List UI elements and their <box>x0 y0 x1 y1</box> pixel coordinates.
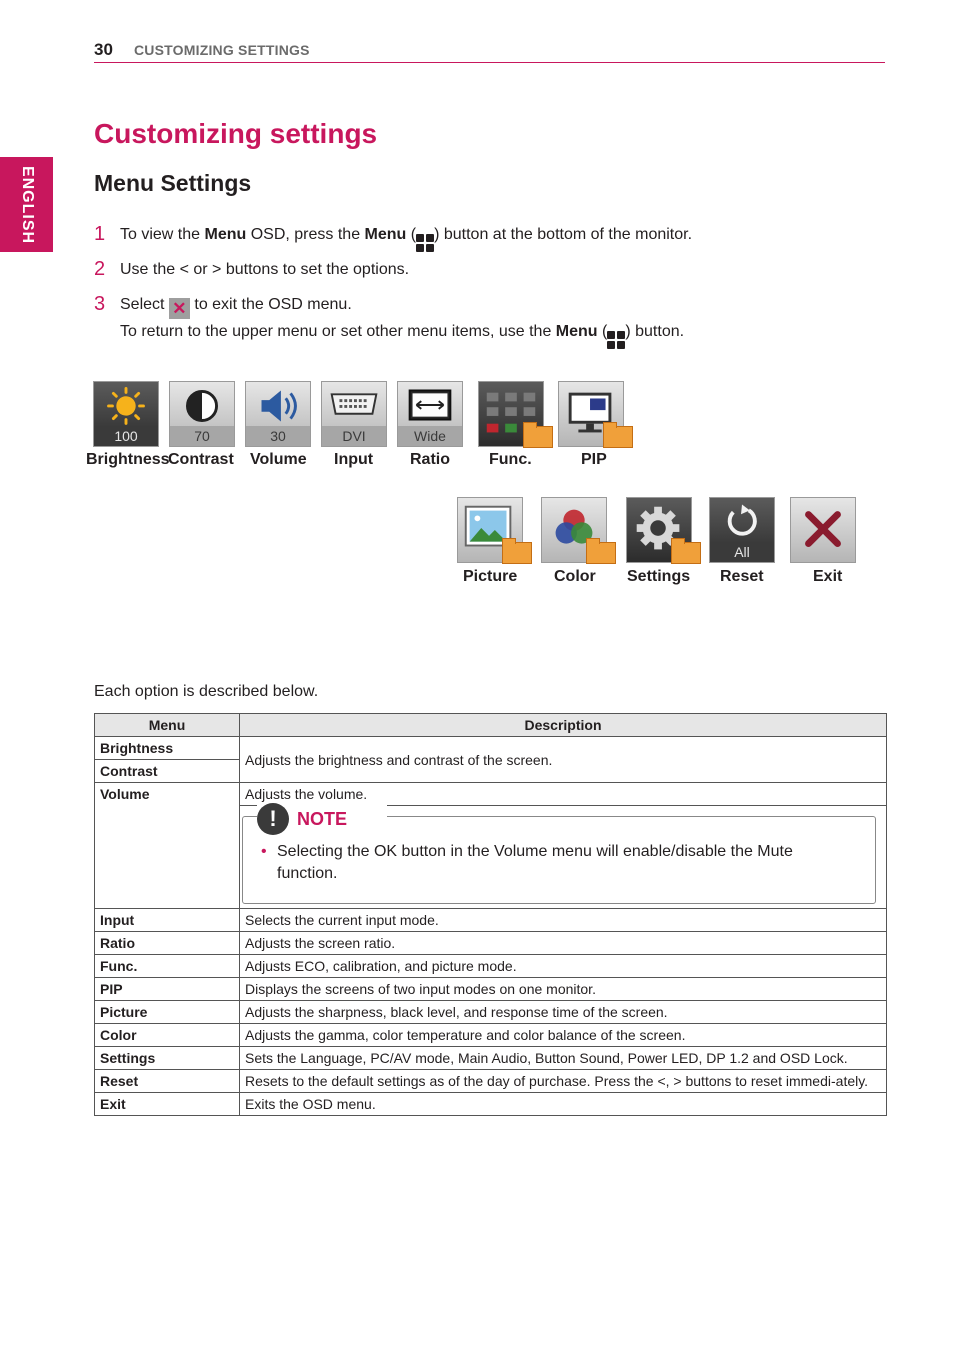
step-number: 3 <box>94 293 106 315</box>
description-cell: Displays the screens of two input modes on one monitor. <box>240 978 887 1001</box>
close-icon <box>791 498 855 562</box>
section-name: CUSTOMIZING SETTINGS <box>134 42 310 58</box>
table-row <box>95 737 887 760</box>
wide-ratio-icon <box>398 382 462 428</box>
contrast-icon <box>170 382 234 428</box>
step-text: To view the Menu OSD, press the Menu ( ) button at the bottom of the monitor. <box>120 226 692 252</box>
tile-value: 70 <box>170 426 234 446</box>
color-tile[interactable] <box>541 497 607 563</box>
tile-label-picture: Picture <box>463 568 518 585</box>
brightness-tile[interactable] <box>93 381 159 447</box>
step-number: 2 <box>94 258 106 280</box>
volume-tile[interactable] <box>245 381 311 447</box>
sun-icon <box>94 382 158 428</box>
menu-cell: Color <box>95 1024 240 1047</box>
page-title: Customizing settings <box>94 118 378 149</box>
menu-grid-icon <box>416 234 434 252</box>
reset-icon <box>710 498 774 544</box>
page-header <box>94 38 885 63</box>
input-tile[interactable] <box>321 381 387 447</box>
note-title: NOTE <box>297 809 348 829</box>
table-row <box>95 1070 887 1093</box>
folder-icon <box>586 542 616 564</box>
column-header-description: Description <box>240 714 887 737</box>
language-tab <box>0 157 53 252</box>
pip-tile[interactable] <box>558 381 624 447</box>
description-cell: Resets to the default settings as of the day of purchase. Press the <, > buttons to reset immedi-ately. <box>240 1070 887 1093</box>
menu-cell: Settings <box>95 1047 240 1070</box>
step-number: 1 <box>94 223 106 245</box>
menu-grid-icon <box>607 331 625 349</box>
menu-cell: Input <box>95 909 240 932</box>
ratio-tile[interactable] <box>397 381 463 447</box>
language-label: ENGLISH <box>18 165 36 244</box>
table-row <box>95 1093 887 1116</box>
tile-label-exit: Exit <box>813 568 843 585</box>
table-row <box>95 909 887 932</box>
contrast-tile[interactable] <box>169 381 235 447</box>
step-text: Select ✕ to exit the OSD menu. <box>120 296 352 318</box>
tile-label-reset: Reset <box>720 568 764 585</box>
menu-cell: Volume <box>95 783 240 909</box>
description-cell: Adjusts ECO, calibration, and picture mode. <box>240 955 887 978</box>
table-row <box>95 1047 887 1070</box>
column-header-menu: Menu <box>95 714 240 737</box>
tile-label-settings: Settings <box>627 568 691 585</box>
menu-cell: Brightness <box>95 737 240 760</box>
tile-label-color: Color <box>554 568 596 585</box>
step-text: Use the < or > buttons to set the options. <box>120 261 410 278</box>
description-cell: Adjusts the volume. <box>240 783 887 806</box>
folder-icon <box>603 426 633 448</box>
table-row <box>95 1001 887 1024</box>
options-table <box>94 713 887 1116</box>
tile-value: DVI <box>322 426 386 446</box>
tile-label-pip: PIP <box>581 451 607 468</box>
reset-tile[interactable] <box>709 497 775 563</box>
note-cell <box>240 806 887 909</box>
table-header-row <box>95 714 887 737</box>
description-intro: Each option is described below. <box>94 683 319 700</box>
tile-value: 100 <box>94 426 158 446</box>
tile-label-contrast: Contrast <box>168 451 234 468</box>
menu-cell: Ratio <box>95 932 240 955</box>
tile-label-ratio: Ratio <box>410 451 450 468</box>
menu-cell: Reset <box>95 1070 240 1093</box>
table-row <box>95 1024 887 1047</box>
description-cell: Exits the OSD menu. <box>240 1093 887 1116</box>
table-row <box>95 955 887 978</box>
description-cell: Adjusts the screen ratio. <box>240 932 887 955</box>
menu-cell: Exit <box>95 1093 240 1116</box>
tile-value: All <box>710 542 774 562</box>
menu-cell: Contrast <box>95 760 240 783</box>
func-tile[interactable] <box>478 381 544 447</box>
tile-value: 30 <box>246 426 310 446</box>
picture-tile[interactable] <box>457 497 523 563</box>
table-row <box>95 932 887 955</box>
tile-label-brightness: Brightness <box>86 451 170 468</box>
dvi-port-icon <box>322 382 386 428</box>
folder-icon <box>523 426 553 448</box>
menu-cell: Func. <box>95 955 240 978</box>
description-cell: Adjusts the sharpness, black level, and response time of the screen. <box>240 1001 887 1024</box>
step-text: To return to the upper menu or set other menu items, use the Menu ( ) button. <box>120 323 684 349</box>
tile-label-func: Func. <box>489 451 532 468</box>
folder-icon <box>502 542 532 564</box>
description-cell: Adjusts the brightness and contrast of the screen. <box>240 737 887 783</box>
tile-value: Wide <box>398 426 462 446</box>
speaker-icon <box>246 382 310 428</box>
table-row <box>95 978 887 1001</box>
exclamation-icon: ! <box>257 803 289 835</box>
note-box <box>242 806 876 904</box>
folder-icon <box>671 542 701 564</box>
tile-label-input: Input <box>334 451 374 468</box>
bullet-icon: • <box>261 843 267 860</box>
settings-tile[interactable] <box>626 497 692 563</box>
tile-label-volume: Volume <box>250 451 307 468</box>
menu-cell: Picture <box>95 1001 240 1024</box>
note-header <box>257 803 387 835</box>
exit-tile[interactable] <box>790 497 856 563</box>
description-cell: Adjusts the gamma, color temperature and color balance of the screen. <box>240 1024 887 1047</box>
menu-cell: PIP <box>95 978 240 1001</box>
page-number: 30 <box>94 40 113 59</box>
note-text: • Selecting the OK button in the Volume menu will enable/disable the Mute function. <box>261 843 793 882</box>
table-row <box>95 783 887 806</box>
description-cell: Sets the Language, PC/AV mode, Main Audio, Button Sound, Power LED, DP 1.2 and OSD Lock. <box>240 1047 887 1070</box>
section-subtitle: Menu Settings <box>94 170 252 196</box>
description-cell: Selects the current input mode. <box>240 909 887 932</box>
close-icon: ✕ <box>169 298 190 319</box>
